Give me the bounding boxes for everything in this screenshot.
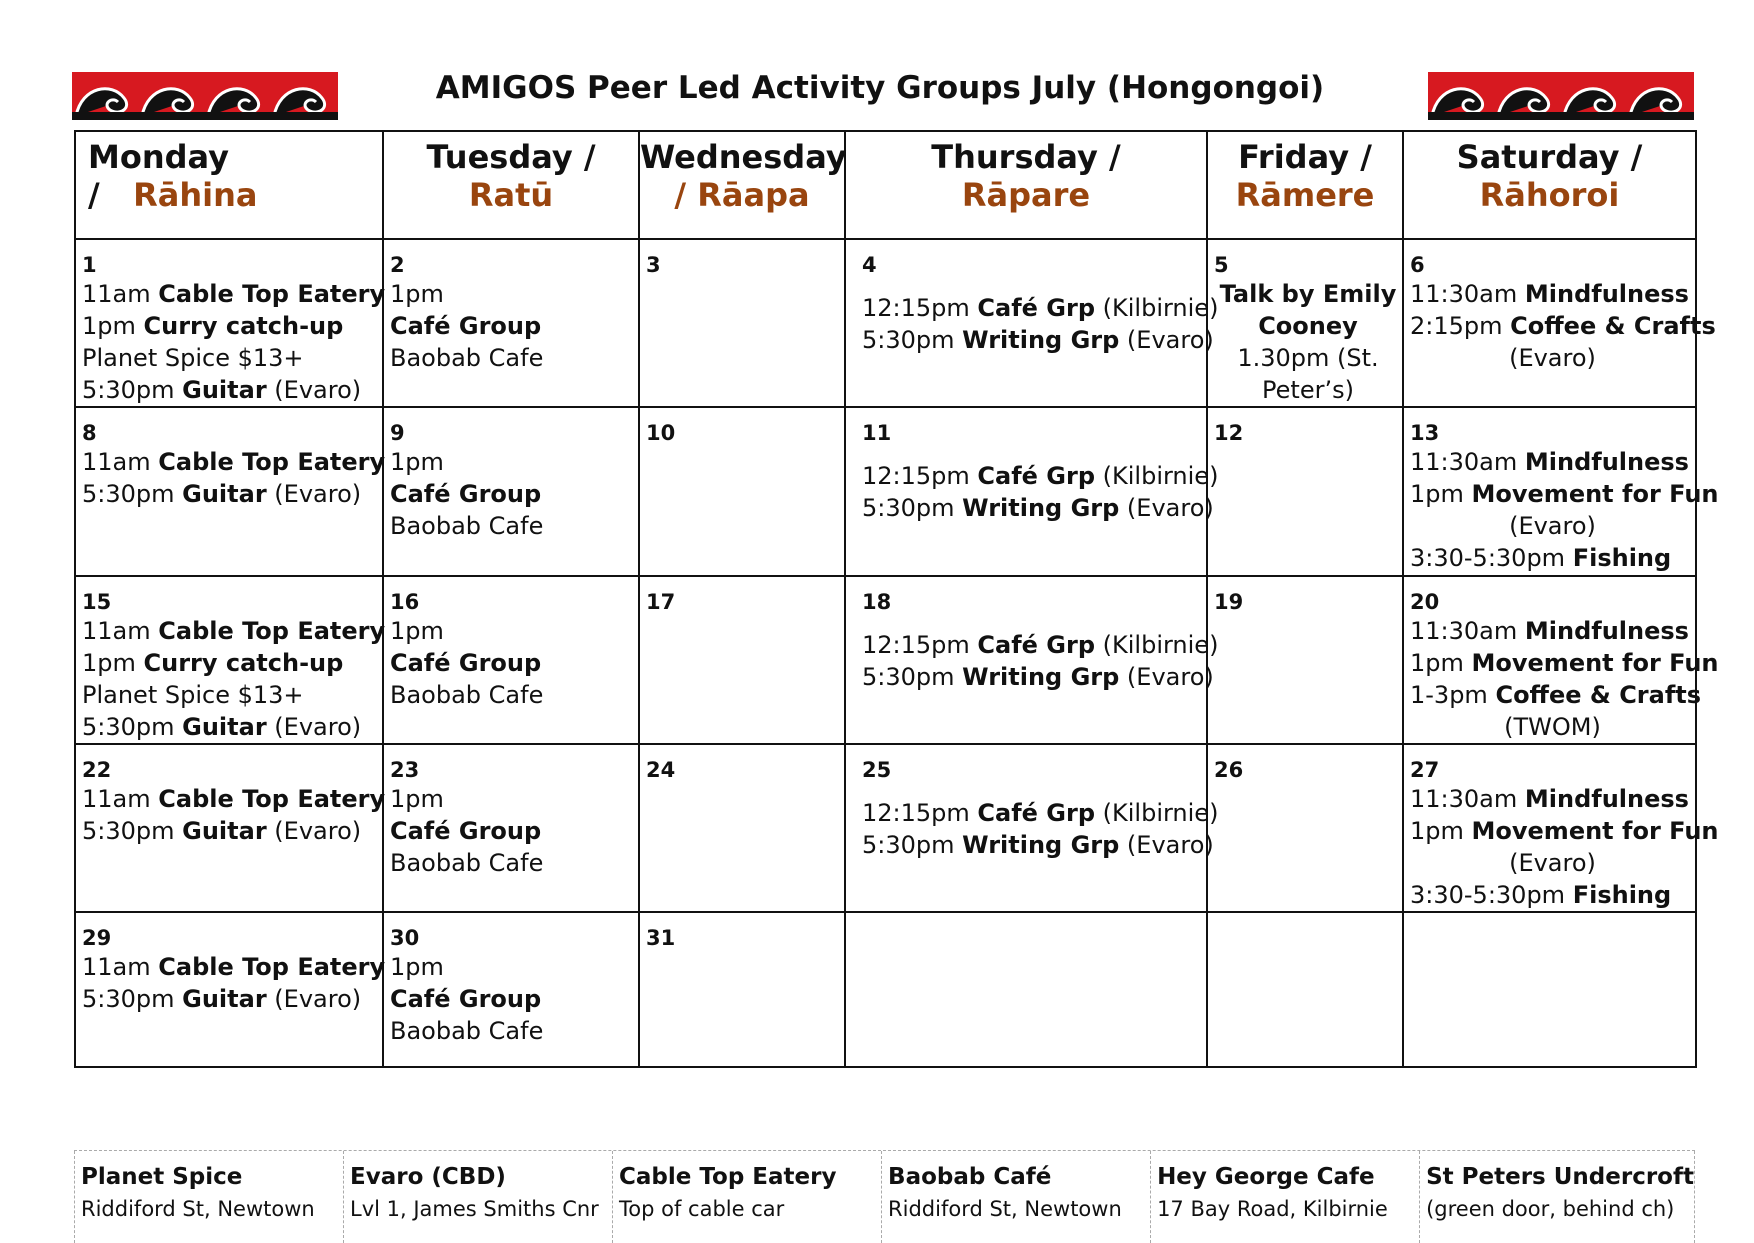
day-number: 27 (1410, 758, 1440, 782)
event-name: Mindfulness (1524, 785, 1689, 813)
event-line (862, 829, 1214, 861)
day-cell (845, 744, 1219, 912)
venue-item (74, 1151, 343, 1243)
event-detail: 1-3pm (1410, 681, 1496, 709)
event-line (390, 983, 638, 1015)
event-name: Café Group (390, 985, 542, 1013)
event-line (390, 815, 638, 847)
event-line (862, 324, 1214, 356)
event-detail: (Kilbirnie) (1095, 631, 1219, 659)
event-detail: (Evaro) (1509, 344, 1596, 372)
event-detail: 1pm (1410, 817, 1472, 845)
day-cell (75, 407, 386, 576)
day-cell (1207, 912, 1403, 1067)
day-cell (383, 912, 639, 1067)
event-detail: (Evaro) (1119, 326, 1214, 354)
weekday-header-row (75, 131, 1696, 239)
day-cell (383, 239, 639, 407)
day-number: 20 (1410, 590, 1440, 614)
day-cell (639, 407, 845, 576)
event-line (862, 783, 1206, 797)
event-line (862, 446, 1206, 460)
koru-pattern-right-icon (1428, 72, 1694, 120)
venue-address: Top of cable car (619, 1197, 785, 1221)
event-detail: (Evaro) (266, 480, 362, 508)
event-detail: 1pm (390, 448, 444, 476)
event-name: Café Grp (977, 631, 1096, 659)
event-detail: (Kilbirnie) (1095, 462, 1219, 490)
event-line (390, 1015, 638, 1047)
venue-item (881, 1151, 1150, 1243)
event-name: Movement for Fun (1471, 649, 1719, 677)
venue-name: Cable Top Eatery (619, 1164, 837, 1190)
event-detail: 11am (82, 785, 159, 813)
event-line (82, 815, 382, 847)
event-detail: 3:30-5:30pm (1410, 881, 1573, 909)
day-number: 15 (82, 590, 112, 614)
event-detail: Baobab Cafe (390, 849, 544, 877)
venue-item (1150, 1151, 1419, 1243)
event-name: Guitar (182, 480, 267, 508)
venue-address: (green door, behind ch) (1426, 1197, 1675, 1221)
header-friday: Friday / Rāmere (1207, 131, 1403, 239)
day-number: 5 (1214, 253, 1229, 277)
event-name: Café Grp (977, 294, 1096, 322)
event-name: Café Group (390, 480, 542, 508)
event-detail: 11am (82, 280, 159, 308)
event-name: Coffee & Crafts (1510, 312, 1716, 340)
event-line (82, 615, 386, 647)
day-cell (75, 576, 386, 744)
event-name: Curry catch-up (143, 312, 344, 340)
day-cell (1403, 744, 1719, 912)
week-row (75, 576, 1696, 744)
event-line (82, 374, 382, 406)
week-row (75, 744, 1696, 912)
event-line (1410, 647, 1719, 679)
event-name: Cable Top Eatery (158, 617, 386, 645)
day-number: 2 (390, 253, 405, 277)
day-number: 18 (862, 590, 892, 614)
event-line (390, 783, 638, 815)
event-detail: 1.30pm (St. (1237, 344, 1379, 372)
day-cell (845, 912, 1207, 1067)
day-number: 8 (82, 421, 97, 445)
venue-name: Baobab Café (888, 1164, 1052, 1190)
event-name: Guitar (182, 817, 267, 845)
event-detail: Baobab Cafe (390, 344, 544, 372)
event-detail: 5:30pm (862, 494, 963, 522)
event-name: Guitar (182, 713, 267, 741)
event-detail: 12:15pm (862, 631, 978, 659)
day-number: 31 (646, 926, 676, 950)
venue-legend (74, 1150, 1695, 1243)
event-detail: 1pm (82, 649, 144, 677)
event-name: Cooney (1258, 312, 1358, 340)
event-detail: 1pm (390, 953, 444, 981)
venue-address: Lvl 1, James Smiths Cnr (350, 1197, 599, 1221)
koru-pattern-left-icon (72, 72, 338, 120)
event-detail: (Evaro) (1119, 494, 1214, 522)
event-line (862, 292, 1219, 324)
event-detail: Planet Spice $13+ (82, 344, 304, 372)
event-line (390, 847, 638, 879)
event-line (390, 446, 638, 478)
event-detail: Baobab Cafe (390, 681, 544, 709)
event-line (390, 342, 638, 374)
event-detail: 5:30pm (82, 985, 183, 1013)
event-detail: 5:30pm (82, 713, 183, 741)
event-name: Mindfulness (1524, 280, 1689, 308)
event-detail: (Kilbirnie) (1095, 799, 1219, 827)
event-line (390, 310, 638, 342)
event-line (82, 983, 382, 1015)
day-number: 19 (1214, 590, 1244, 614)
event-line (82, 278, 386, 310)
week-row (75, 912, 1696, 1067)
event-name: Movement for Fun (1471, 817, 1719, 845)
day-number: 13 (1410, 421, 1440, 445)
event-name: Fishing (1572, 544, 1672, 572)
day-number: 12 (1214, 421, 1244, 445)
day-cell (845, 407, 1219, 576)
header-thursday: Thursday / Rāpare (845, 131, 1207, 239)
event-name: Cable Top Eatery (158, 448, 386, 476)
event-line (390, 951, 638, 983)
day-cell (1403, 912, 1696, 1067)
day-number: 4 (862, 253, 877, 277)
event-name: Mindfulness (1524, 448, 1689, 476)
event-line (1410, 510, 1695, 542)
event-name: Mindfulness (1524, 617, 1689, 645)
day-cell (1207, 239, 1403, 407)
day-number: 1 (82, 253, 97, 277)
event-line (1214, 374, 1402, 406)
event-name: Guitar (182, 376, 267, 404)
event-line (862, 278, 1206, 292)
event-detail: (Evaro) (1119, 663, 1214, 691)
event-detail: 11:30am (1410, 785, 1525, 813)
event-detail: 5:30pm (82, 480, 183, 508)
event-line (862, 615, 1206, 629)
event-detail: 5:30pm (862, 326, 963, 354)
event-detail: 3:30-5:30pm (1410, 544, 1573, 572)
event-name: Curry catch-up (143, 649, 344, 677)
event-detail: 1pm (390, 785, 444, 813)
event-line (1410, 679, 1702, 711)
venue-name: Evaro (CBD) (350, 1164, 506, 1190)
day-cell (639, 744, 845, 912)
event-detail: (Kilbirnie) (1095, 294, 1219, 322)
event-detail: (Evaro) (266, 713, 362, 741)
header-monday: Monday / Rāhina (75, 131, 383, 239)
event-detail: (Evaro) (1509, 849, 1596, 877)
day-number: 30 (390, 926, 420, 950)
event-line (1214, 278, 1402, 310)
event-name: Café Grp (977, 462, 1096, 490)
venue-address: 17 Bay Road, Kilbirnie (1157, 1197, 1388, 1221)
event-detail: Baobab Cafe (390, 512, 544, 540)
day-number: 3 (646, 253, 661, 277)
day-cell (1207, 407, 1403, 576)
venue-item (343, 1151, 612, 1243)
event-name: Coffee & Crafts (1495, 681, 1702, 709)
event-detail: 5:30pm (862, 663, 963, 691)
event-line (862, 492, 1214, 524)
page-title: AMIGOS Peer Led Activity Groups July (Hongongoi) (435, 70, 1325, 106)
event-name: Cable Top Eatery (158, 953, 386, 981)
day-cell (1207, 576, 1403, 744)
event-line (390, 510, 638, 542)
event-name: Talk by Emily (1219, 280, 1397, 308)
event-name: Guitar (182, 985, 267, 1013)
event-name: Fishing (1572, 881, 1672, 909)
venue-item (612, 1151, 881, 1243)
day-number: 9 (390, 421, 405, 445)
day-number: 23 (390, 758, 420, 782)
event-line (1410, 711, 1695, 743)
event-line (82, 711, 382, 743)
event-detail: (Evaro) (266, 985, 362, 1013)
event-name: Writing Grp (962, 494, 1120, 522)
event-line (390, 647, 638, 679)
week-row (75, 239, 1696, 407)
event-line (1410, 542, 1695, 574)
event-name: Writing Grp (962, 326, 1120, 354)
day-number: 6 (1410, 253, 1425, 277)
event-line (1410, 310, 1716, 342)
event-detail: 11am (82, 448, 159, 476)
event-line (82, 647, 382, 679)
event-line (82, 951, 386, 983)
event-detail: 11:30am (1410, 280, 1525, 308)
event-line (390, 615, 638, 647)
day-cell (639, 576, 845, 744)
day-cell (1403, 407, 1719, 576)
event-line (1410, 478, 1719, 510)
event-line (390, 278, 638, 310)
event-line (82, 342, 382, 374)
day-cell (75, 912, 386, 1067)
event-detail: 5:30pm (862, 831, 963, 859)
event-line (390, 679, 638, 711)
day-cell (1207, 744, 1403, 912)
day-cell (845, 239, 1219, 407)
event-name: Café Group (390, 312, 542, 340)
day-number: 22 (82, 758, 112, 782)
event-detail: 11am (82, 617, 159, 645)
event-name: Movement for Fun (1471, 480, 1719, 508)
header-tuesday: Tuesday / Ratū (383, 131, 639, 239)
event-detail: 1pm (82, 312, 144, 340)
event-detail: 2:15pm (1410, 312, 1511, 340)
event-line (1410, 815, 1719, 847)
event-detail: Planet Spice $13+ (82, 681, 304, 709)
event-detail: 1pm (390, 617, 444, 645)
event-name: Café Group (390, 817, 542, 845)
event-detail: (TWOM) (1504, 713, 1601, 741)
venue-address: Riddiford St, Newtown (888, 1197, 1122, 1221)
day-number: 29 (82, 926, 112, 950)
venue-name: St Peters Undercroft (1426, 1164, 1694, 1190)
day-number: 16 (390, 590, 420, 614)
event-line (862, 797, 1219, 829)
event-name: Writing Grp (962, 663, 1120, 691)
event-line (862, 661, 1214, 693)
event-detail: (Evaro) (1119, 831, 1214, 859)
day-number: 25 (862, 758, 892, 782)
header-wednesday: Wednesday / Rāapa (639, 131, 845, 239)
day-cell (639, 239, 845, 407)
event-detail: (Evaro) (266, 817, 362, 845)
header-saturday: Saturday / Rāhoroi (1403, 131, 1696, 239)
calendar-table (74, 130, 1719, 1068)
day-cell (1403, 239, 1716, 407)
event-detail: Peter’s) (1262, 376, 1354, 404)
day-cell (75, 744, 386, 912)
event-line (82, 478, 382, 510)
event-detail: (Evaro) (1509, 512, 1596, 540)
event-name: Café Group (390, 649, 542, 677)
event-line (82, 783, 386, 815)
venue-item (1419, 1151, 1695, 1243)
event-line (82, 310, 382, 342)
event-detail: 1pm (1410, 480, 1472, 508)
event-name: Café Grp (977, 799, 1096, 827)
event-detail: 5:30pm (82, 376, 183, 404)
event-detail: 1pm (1410, 649, 1472, 677)
day-number: 11 (862, 421, 892, 445)
event-line (1410, 783, 1695, 815)
day-number: 24 (646, 758, 676, 782)
event-detail: 11am (82, 953, 159, 981)
event-line (1410, 446, 1695, 478)
day-cell (1403, 576, 1719, 744)
venue-name: Hey George Cafe (1157, 1164, 1375, 1190)
day-cell (845, 576, 1219, 744)
event-line (390, 478, 638, 510)
event-line (1410, 615, 1695, 647)
venue-name: Planet Spice (81, 1164, 243, 1190)
event-detail: 11:30am (1410, 448, 1525, 476)
event-detail: 5:30pm (82, 817, 183, 845)
day-cell (75, 239, 386, 407)
event-line (1410, 278, 1695, 310)
event-detail: 12:15pm (862, 799, 978, 827)
day-number: 17 (646, 590, 676, 614)
day-cell (383, 744, 639, 912)
event-line (1410, 847, 1695, 879)
event-detail: 12:15pm (862, 462, 978, 490)
day-cell (383, 407, 639, 576)
event-detail: (Evaro) (266, 376, 362, 404)
week-row (75, 407, 1696, 576)
venue-address: Riddiford St, Newtown (81, 1197, 315, 1221)
event-line (1410, 879, 1695, 911)
event-line (862, 629, 1219, 661)
event-name: Cable Top Eatery (158, 280, 386, 308)
event-line (82, 446, 386, 478)
event-detail: 12:15pm (862, 294, 978, 322)
event-detail: Baobab Cafe (390, 1017, 544, 1045)
event-line (82, 679, 382, 711)
event-line (1410, 342, 1695, 374)
event-line (1214, 342, 1402, 374)
event-detail: 11:30am (1410, 617, 1525, 645)
event-name: Cable Top Eatery (158, 785, 386, 813)
day-number: 26 (1214, 758, 1244, 782)
day-cell (383, 576, 639, 744)
event-line (862, 460, 1219, 492)
event-name: Writing Grp (962, 831, 1120, 859)
event-detail: 1pm (390, 280, 444, 308)
day-number: 10 (646, 421, 676, 445)
day-cell (639, 912, 845, 1067)
event-line (1214, 310, 1402, 342)
